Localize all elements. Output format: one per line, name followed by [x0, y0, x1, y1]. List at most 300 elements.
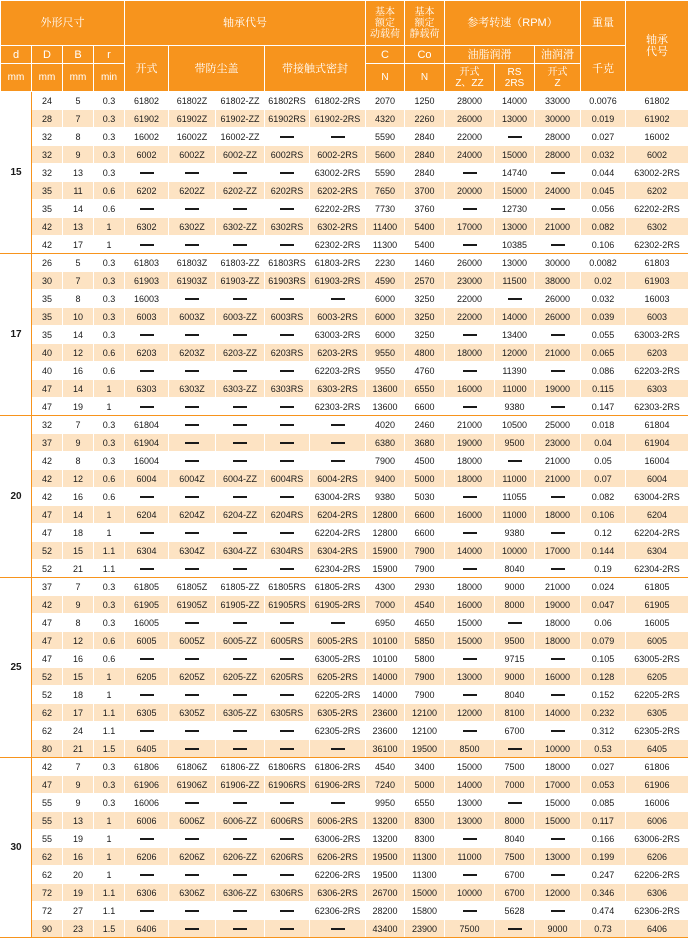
D-cell: 52 [32, 686, 63, 704]
shield-zz-cell: 61905-ZZ [216, 596, 265, 614]
open-cell [125, 200, 169, 218]
seal-2rs-cell [310, 920, 366, 938]
open-cell: 61904 [125, 434, 169, 452]
oil-open-cell [535, 236, 581, 254]
grease-open-cell [445, 650, 495, 668]
weight-cell: 0.018 [581, 416, 626, 434]
table-row [1, 578, 688, 596]
shield-z-cell [169, 362, 216, 380]
weight-cell: 0.065 [581, 344, 626, 362]
grease-rs-cell: 7500 [495, 758, 535, 776]
r-cell: 1 [94, 812, 125, 830]
oil-open-cell: 15000 [535, 812, 581, 830]
shield-z-cell: 6202Z [169, 182, 216, 200]
bearing-no-cell: 6405 [626, 740, 688, 758]
B-cell: 8 [63, 452, 94, 470]
bearing-no-cell: 61804 [626, 416, 688, 434]
shield-zz-cell [216, 902, 265, 920]
table-row [1, 146, 688, 164]
r-cell: 0.6 [94, 650, 125, 668]
r-cell: 1 [94, 668, 125, 686]
C-cell: 6380 [366, 434, 405, 452]
C-cell: 9550 [366, 362, 405, 380]
shield-zz-cell: 61802-ZZ [216, 92, 265, 110]
shield-z-cell [169, 902, 216, 920]
grease-rs-cell [495, 740, 535, 758]
oil-open-cell [535, 488, 581, 506]
shield-z-cell: 16002Z [169, 128, 216, 146]
B-cell: 5 [63, 254, 94, 272]
shield-zz-cell [216, 398, 265, 416]
weight-cell: 0.346 [581, 884, 626, 902]
C-cell: 10100 [366, 650, 405, 668]
shield-zz-cell: 6006-ZZ [216, 812, 265, 830]
B-cell: 16 [63, 848, 94, 866]
shield-z-cell [169, 920, 216, 938]
shield-zz-cell: 6204-ZZ [216, 506, 265, 524]
seal-2rs-cell: 6003-2RS [310, 308, 366, 326]
C-cell: 26700 [366, 884, 405, 902]
open-cell: 6203 [125, 344, 169, 362]
D-cell: 62 [32, 866, 63, 884]
oil-open-cell: 38000 [535, 272, 581, 290]
B-cell: 8 [63, 128, 94, 146]
shield-z-cell: 6205Z [169, 668, 216, 686]
shield-z-cell: 6006Z [169, 812, 216, 830]
open-cell: 16004 [125, 452, 169, 470]
shield-zz-cell [216, 794, 265, 812]
B-cell: 15 [63, 668, 94, 686]
seal-2rs-cell [310, 128, 366, 146]
seal-rs-cell [265, 434, 310, 452]
grease-rs-cell [495, 128, 535, 146]
oil-open-cell: 18000 [535, 758, 581, 776]
grease-rs-cell [495, 794, 535, 812]
open-cell: 61803 [125, 254, 169, 272]
seal-2rs-cell [310, 452, 366, 470]
bearing-no-cell: 61805 [626, 578, 688, 596]
D-cell: 55 [32, 812, 63, 830]
seal-2rs-cell: 6205-2RS [310, 668, 366, 686]
bearing-no-cell: 16006 [626, 794, 688, 812]
B-cell: 9 [63, 776, 94, 794]
grease-open-cell: 19000 [445, 434, 495, 452]
D-cell: 40 [32, 344, 63, 362]
grease-open-cell: 22000 [445, 308, 495, 326]
D-cell: 42 [32, 758, 63, 776]
shield-z-cell [169, 740, 216, 758]
seal-rs-cell [265, 920, 310, 938]
grease-rs-cell: 10385 [495, 236, 535, 254]
D-cell: 55 [32, 794, 63, 812]
bearing-no-cell: 61904 [626, 434, 688, 452]
grease-open-cell: 16000 [445, 596, 495, 614]
shield-zz-cell [216, 866, 265, 884]
bearing-no-cell: 16002 [626, 128, 688, 146]
Co-header: Co [405, 46, 445, 64]
grease-open-cell: 15000 [445, 614, 495, 632]
open-cell: 6004 [125, 470, 169, 488]
Co-cell: 5850 [405, 632, 445, 650]
grease-rs-cell: 9500 [495, 632, 535, 650]
bearing-no-header: 轴承 代号 [626, 1, 688, 92]
min-header: min [94, 64, 125, 92]
weight-cell: 0.05 [581, 452, 626, 470]
C-cell: 19500 [366, 848, 405, 866]
shield-z-cell: 61803Z [169, 254, 216, 272]
shield-z-cell [169, 614, 216, 632]
weight-cell: 0.02 [581, 272, 626, 290]
B-cell: 17 [63, 236, 94, 254]
Co-cell: 7900 [405, 542, 445, 560]
table-row [1, 362, 688, 380]
B-cell: 7 [63, 758, 94, 776]
Co-cell: 8300 [405, 830, 445, 848]
C-cell: 5600 [366, 146, 405, 164]
D-cell: 42 [32, 452, 63, 470]
seal-rs-cell [265, 200, 310, 218]
table-row [1, 488, 688, 506]
grease-rs-cell: 9000 [495, 578, 535, 596]
B-cell: 14 [63, 506, 94, 524]
B-cell: 7 [63, 110, 94, 128]
open-cell [125, 902, 169, 920]
open-cell: 6202 [125, 182, 169, 200]
seal-2rs-cell: 61905-2RS [310, 596, 366, 614]
bearing-no-cell: 16004 [626, 452, 688, 470]
Co-cell: 1460 [405, 254, 445, 272]
shield-z-cell: 6306Z [169, 884, 216, 902]
D-cell: 42 [32, 236, 63, 254]
seal-2rs-cell: 63005-2RS [310, 650, 366, 668]
oil-open-cell: 28000 [535, 128, 581, 146]
Co-cell: 11300 [405, 866, 445, 884]
bearing-no-cell: 62204-2RS [626, 524, 688, 542]
grease-rs-cell: 8000 [495, 812, 535, 830]
oil-open-cell: 18000 [535, 614, 581, 632]
weight-cell: 0.027 [581, 758, 626, 776]
seal-rs-cell [265, 830, 310, 848]
weight-cell: 0.19 [581, 560, 626, 578]
C-cell: 23600 [366, 722, 405, 740]
C-cell: 4320 [366, 110, 405, 128]
Co-cell: 12100 [405, 704, 445, 722]
weight-cell: 0.106 [581, 236, 626, 254]
shield-z-cell [169, 524, 216, 542]
oil-open-cell [535, 722, 581, 740]
oil-open-cell: 15000 [535, 794, 581, 812]
weight-cell: 0.106 [581, 506, 626, 524]
seal-rs-cell [265, 398, 310, 416]
seal-2rs-cell: 61806-2RS [310, 758, 366, 776]
r-cell: 1 [94, 848, 125, 866]
bearing-no-cell: 63005-2RS [626, 650, 688, 668]
kg-header: 千克 [581, 46, 626, 92]
bearing-no-cell: 6006 [626, 812, 688, 830]
bearing-no-cell: 16005 [626, 614, 688, 632]
r-cell: 0.3 [94, 308, 125, 326]
B-cell: 27 [63, 902, 94, 920]
B-cell: 5 [63, 92, 94, 110]
Co-cell: 4650 [405, 614, 445, 632]
table-row [1, 344, 688, 362]
open-cell [125, 362, 169, 380]
seal-2rs-cell: 6005-2RS [310, 632, 366, 650]
bearing-no-cell: 62302-2RS [626, 236, 688, 254]
seal-rs-cell: 6305RS [265, 704, 310, 722]
r-cell: 0.3 [94, 596, 125, 614]
bearing-no-cell: 61803 [626, 254, 688, 272]
C-cell: 43400 [366, 920, 405, 938]
shield-z-cell [169, 794, 216, 812]
oil-open-cell [535, 398, 581, 416]
bearing-no-cell: 6203 [626, 344, 688, 362]
grease-open-cell [445, 362, 495, 380]
table-row [1, 794, 688, 812]
table-row [1, 182, 688, 200]
bearing-no-cell: 61802 [626, 92, 688, 110]
bearing-no-cell: 6005 [626, 632, 688, 650]
weight-cell: 0.147 [581, 398, 626, 416]
shield-z-cell [169, 866, 216, 884]
table-row [1, 290, 688, 308]
weight-cell: 0.032 [581, 290, 626, 308]
shield-z-cell: 61905Z [169, 596, 216, 614]
grease-open-cell [445, 722, 495, 740]
shield-z-cell [169, 488, 216, 506]
D-cell: 47 [32, 632, 63, 650]
open-cell: 6206 [125, 848, 169, 866]
B-cell: 16 [63, 488, 94, 506]
D-cell: 32 [32, 128, 63, 146]
grease-rs-cell: 9715 [495, 650, 535, 668]
open-cell [125, 722, 169, 740]
B-cell: 16 [63, 362, 94, 380]
Co-cell: 2570 [405, 272, 445, 290]
weight-cell: 0.085 [581, 794, 626, 812]
bearing-no-cell: 62303-2RS [626, 398, 688, 416]
r-cell: 1.1 [94, 542, 125, 560]
r-cell: 0.6 [94, 200, 125, 218]
C-cell: 12800 [366, 524, 405, 542]
Co-cell: 15000 [405, 884, 445, 902]
bearing-no-cell: 61905 [626, 596, 688, 614]
grease-open-header: 开式 Z、ZZ [445, 64, 495, 92]
Co-cell: 3250 [405, 308, 445, 326]
table-row [1, 164, 688, 182]
Co-cell: 5400 [405, 236, 445, 254]
shield-zz-cell: 6205-ZZ [216, 668, 265, 686]
B-cell: 19 [63, 830, 94, 848]
shield-zz-cell: 6306-ZZ [216, 884, 265, 902]
r-cell: 1.1 [94, 722, 125, 740]
shield-z-cell: 6304Z [169, 542, 216, 560]
table-row [1, 218, 688, 236]
weight-cell: 0.039 [581, 308, 626, 326]
C-cell: 4020 [366, 416, 405, 434]
Co-cell: 6600 [405, 506, 445, 524]
seal-2rs-cell: 6305-2RS [310, 704, 366, 722]
grease-rs-cell: 8000 [495, 596, 535, 614]
grease-open-cell: 23000 [445, 272, 495, 290]
grease-open-cell: 28000 [445, 92, 495, 110]
r-cell: 0.6 [94, 362, 125, 380]
open-cell [125, 686, 169, 704]
grease-rs-cell: 11390 [495, 362, 535, 380]
D-cell: 35 [32, 290, 63, 308]
D-cell: 37 [32, 578, 63, 596]
table-row [1, 434, 688, 452]
grease-open-cell: 11000 [445, 848, 495, 866]
oil-open-cell: 26000 [535, 308, 581, 326]
bearing-no-cell: 62206-2RS [626, 866, 688, 884]
shield-zz-cell: 61805-ZZ [216, 578, 265, 596]
bearing-no-cell: 6003 [626, 308, 688, 326]
C-cell: 4540 [366, 758, 405, 776]
Co-cell: 3250 [405, 290, 445, 308]
D-cell: 32 [32, 146, 63, 164]
C-cell: 12800 [366, 506, 405, 524]
seal-rs-cell: 61902RS [265, 110, 310, 128]
table-row [1, 308, 688, 326]
C-cell: 9380 [366, 488, 405, 506]
C-cell: 2070 [366, 92, 405, 110]
seal-2rs-cell: 6304-2RS [310, 542, 366, 560]
grease-open-cell [445, 866, 495, 884]
C-cell: 13200 [366, 830, 405, 848]
C-cell: 7240 [366, 776, 405, 794]
table-row [1, 542, 688, 560]
shield-z-cell [169, 452, 216, 470]
Co-cell: 2460 [405, 416, 445, 434]
D-cell: 30 [32, 272, 63, 290]
shield-zz-cell [216, 434, 265, 452]
Co-cell: 5030 [405, 488, 445, 506]
weight-cell: 0.199 [581, 848, 626, 866]
bearing-no-cell: 6004 [626, 470, 688, 488]
Co-cell: 6600 [405, 398, 445, 416]
D-cell: 28 [32, 110, 63, 128]
shield-z-cell: 61806Z [169, 758, 216, 776]
bore-d-cell: 15 [1, 92, 32, 254]
D-cell: 37 [32, 434, 63, 452]
seal-rs-cell [265, 686, 310, 704]
newton-header: N [405, 64, 445, 92]
grease-open-cell: 16000 [445, 380, 495, 398]
weight-cell: 0.056 [581, 200, 626, 218]
seal-rs-cell: 61805RS [265, 578, 310, 596]
r-cell: 1.1 [94, 902, 125, 920]
grease-open-cell: 18000 [445, 452, 495, 470]
r-cell: 0.6 [94, 488, 125, 506]
seal-2rs-cell: 62304-2RS [310, 560, 366, 578]
seal-2rs-cell: 6306-2RS [310, 884, 366, 902]
grease-open-cell: 8500 [445, 740, 495, 758]
Co-cell: 5800 [405, 650, 445, 668]
D-cell: 80 [32, 740, 63, 758]
B-cell: 19 [63, 884, 94, 902]
grease-rs-cell [495, 920, 535, 938]
bearing-no-cell: 6205 [626, 668, 688, 686]
B-cell: 16 [63, 650, 94, 668]
open-cell: 6204 [125, 506, 169, 524]
weight-cell: 0.12 [581, 524, 626, 542]
shield-zz-cell: 16002-ZZ [216, 128, 265, 146]
D-cell: 42 [32, 470, 63, 488]
bearing-no-cell: 6306 [626, 884, 688, 902]
grease-open-cell [445, 236, 495, 254]
shield-z-cell: 6203Z [169, 344, 216, 362]
seal-rs-cell: 6002RS [265, 146, 310, 164]
B-cell: 11 [63, 182, 94, 200]
table-row [1, 884, 688, 902]
D-cell: 26 [32, 254, 63, 272]
shield-zz-cell: 6302-ZZ [216, 218, 265, 236]
seal-2rs-cell: 63003-2RS [310, 326, 366, 344]
grease-open-cell: 14000 [445, 776, 495, 794]
Co-cell: 6550 [405, 794, 445, 812]
seal-rs-cell [265, 722, 310, 740]
grease-rs-cell: 10500 [495, 416, 535, 434]
grease-rs-header: RS 2RS [495, 64, 535, 92]
shield-zz-cell [216, 686, 265, 704]
B-cell: 15 [63, 542, 94, 560]
C-cell: 7650 [366, 182, 405, 200]
C-cell: 11300 [366, 236, 405, 254]
shield-z-cell [169, 290, 216, 308]
grease-rs-cell: 7000 [495, 776, 535, 794]
oil-open-cell [535, 830, 581, 848]
C-cell: 9550 [366, 344, 405, 362]
bearing-no-cell: 16003 [626, 290, 688, 308]
B-cell: 18 [63, 524, 94, 542]
C-cell: 2230 [366, 254, 405, 272]
B-cell: 13 [63, 164, 94, 182]
seal-rs-cell: 6306RS [265, 884, 310, 902]
seal-2rs-cell: 62202-2RS [310, 200, 366, 218]
weight-cell: 0.144 [581, 542, 626, 560]
B-cell: 12 [63, 632, 94, 650]
oil-open-cell: 10000 [535, 740, 581, 758]
C-cell: 7730 [366, 200, 405, 218]
r-cell: 1 [94, 506, 125, 524]
open-cell [125, 488, 169, 506]
B-cell: 10 [63, 308, 94, 326]
oil-open-header: 开式 Z [535, 64, 581, 92]
r-cell: 0.3 [94, 758, 125, 776]
mm-header: mm [1, 64, 32, 92]
oil-open-cell [535, 686, 581, 704]
Co-cell: 3400 [405, 758, 445, 776]
C-cell: 11400 [366, 218, 405, 236]
seal-rs-cell [265, 560, 310, 578]
seal-2rs-cell: 6202-2RS [310, 182, 366, 200]
bearing-no-cell: 63004-2RS [626, 488, 688, 506]
D-cell: 62 [32, 848, 63, 866]
bearing-no-cell: 62203-2RS [626, 362, 688, 380]
B-cell: 7 [63, 578, 94, 596]
grease-rs-cell: 11500 [495, 272, 535, 290]
r-cell: 1.5 [94, 740, 125, 758]
grease-open-cell: 7500 [445, 920, 495, 938]
C-cell: 19500 [366, 866, 405, 884]
grease-open-cell: 21000 [445, 416, 495, 434]
table-row [1, 650, 688, 668]
Co-cell: 3700 [405, 182, 445, 200]
open-cell: 6003 [125, 308, 169, 326]
open-cell: 6205 [125, 668, 169, 686]
shield-z-cell: 6004Z [169, 470, 216, 488]
